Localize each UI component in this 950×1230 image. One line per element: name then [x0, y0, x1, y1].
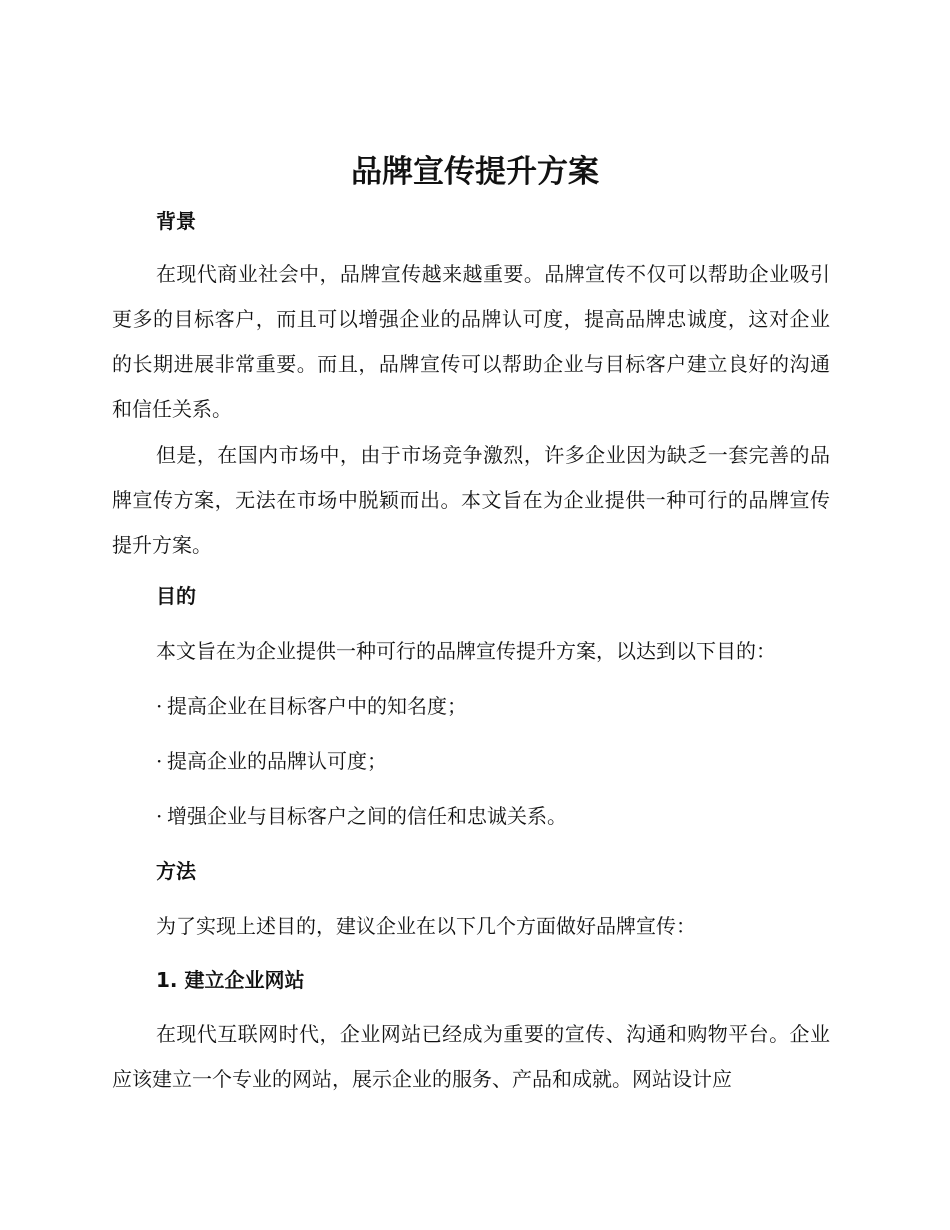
document-title: 品牌宣传提升方案 [351, 154, 599, 190]
bullet-icon: · [156, 749, 163, 773]
section-heading-purpose: 目的 [156, 584, 196, 608]
subsection-heading-website: 1. 建立企业网站 [156, 968, 305, 992]
method-intro: 为了实现上述目的，建议企业在以下几个方面做好品牌宣传： [156, 914, 696, 938]
list-item-text: 提高企业的品牌认可度； [167, 749, 387, 773]
section-heading-background: 背景 [156, 209, 196, 233]
background-paragraph-2: 但是，在国内市场中，由于市场竞争激烈，许多企业因为缺乏一套完善的品牌宣传方案，无法在市场中脱颖而出。本文旨在为企业提供一种可行的品牌宣传提升方案。 [112, 443, 830, 557]
website-paragraph: 在现代互联网时代，企业网站已经成为重要的宣传、沟通和购物平台。企业应该建立一个专业的网站，展示企业的服务、产品和成就。网站设计应 [112, 1022, 830, 1091]
list-item-text: 增强企业与目标客户之间的信任和忠诚关系。 [167, 804, 567, 828]
bullet-icon: · [156, 804, 163, 828]
list-item [156, 801, 567, 831]
list-item [156, 691, 467, 721]
background-paragraph-1: 在现代商业社会中，品牌宣传越来越重要。品牌宣传不仅可以帮助企业吸引更多的目标客户，而且可以增强企业的品牌认可度，提高品牌忠诚度，这对企业的长期进展非常重要。而且，品牌宣传可以帮助企业与目标客户建立良好的沟通和信任关系。 [112, 262, 830, 421]
list-item-text: 提高企业在目标客户中的知名度； [167, 694, 467, 718]
list-item [156, 746, 387, 776]
bullet-icon: · [156, 694, 163, 718]
purpose-intro: 本文旨在为企业提供一种可行的品牌宣传提升方案，以达到以下目的： [156, 639, 776, 663]
section-heading-method: 方法 [156, 859, 196, 883]
